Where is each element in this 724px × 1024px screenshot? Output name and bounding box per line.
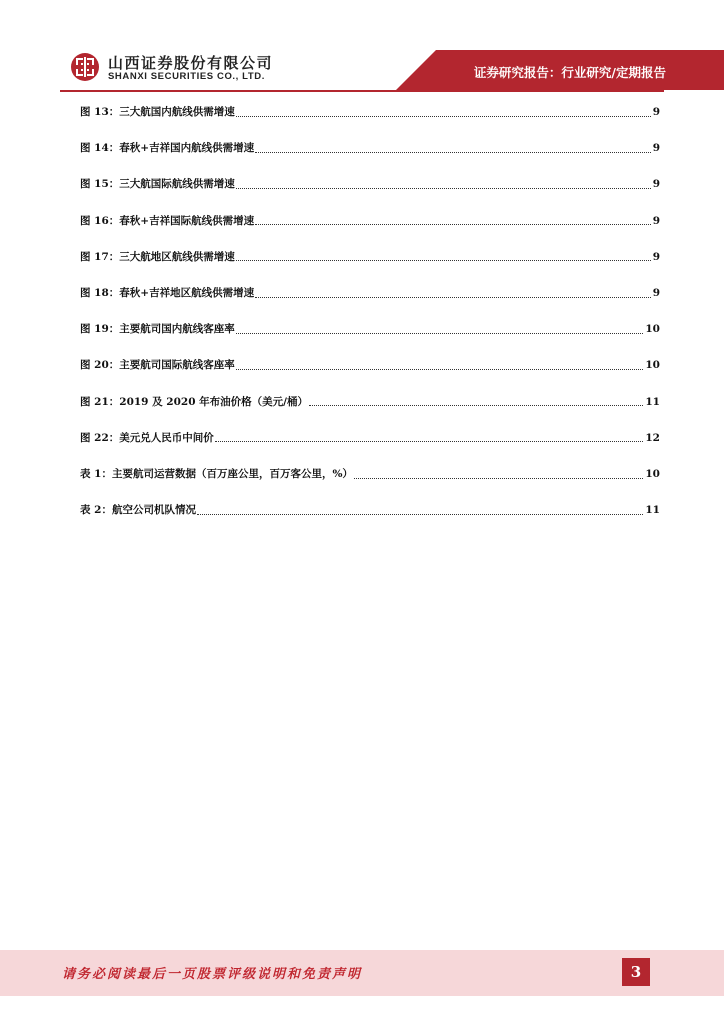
toc-entry-title: 图 20：主要航司国际航线客座率 (80, 359, 235, 372)
toc-entry-title: 图 22：美元兑人民币中间价 (80, 431, 214, 444)
toc-leader-dots (236, 369, 644, 370)
toc-entry-page: 10 (645, 359, 660, 372)
toc-leader-dots (354, 478, 643, 479)
toc-entry-page: 11 (645, 395, 660, 408)
toc-entry-page: 9 (652, 178, 660, 191)
toc-entry[interactable] (80, 140, 660, 158)
toc-entry[interactable] (80, 213, 660, 231)
company-logo-icon (70, 52, 100, 82)
toc-entry-title: 表 1：主要航司运营数据（百万座公里，百万客公里，%） (80, 468, 353, 480)
toc-entry-title: 图 18：春秋+吉祥地区航线供需增速 (80, 287, 255, 299)
toc-entry[interactable] (80, 285, 660, 303)
toc-entry-title: 图 16：春秋+吉祥国际航线供需增速 (80, 214, 255, 227)
toc-leader-dots (236, 116, 651, 117)
toc-entry[interactable] (80, 502, 660, 520)
toc-entry-page: 9 (652, 287, 660, 299)
report-type-label: 证券研究报告：行业研究/定期报告 (473, 65, 666, 80)
toc-entry-page: 9 (652, 142, 660, 155)
toc-leader-dots (236, 333, 644, 334)
header-divider (60, 90, 664, 92)
toc-entry[interactable] (80, 321, 660, 339)
toc-entry[interactable] (80, 104, 660, 122)
toc-entry-title: 图 19：主要航司国内航线客座率 (80, 323, 235, 336)
toc-entry-page: 10 (645, 323, 660, 336)
toc-entry[interactable] (80, 176, 660, 194)
company-name-cn: 山西证券股份有限公司 (108, 54, 274, 72)
toc-leader-dots (236, 188, 651, 189)
toc-leader-dots (255, 152, 651, 153)
toc-entry[interactable] (80, 249, 660, 267)
toc-entry[interactable] (80, 430, 660, 448)
toc-entry-page: 10 (645, 468, 660, 480)
toc-leader-dots (236, 260, 651, 261)
page-header (0, 0, 724, 100)
toc-entry-title: 图 17：三大航地区航线供需增速 (80, 250, 235, 263)
toc-entry-page: 9 (652, 250, 660, 263)
toc-entry-title: 表 2：航空公司机队情况 (80, 504, 196, 517)
toc-entry[interactable] (80, 394, 660, 412)
toc-entry-title: 图 15：三大航国际航线供需增速 (80, 178, 235, 191)
toc-leader-dots (197, 514, 643, 515)
toc-entry-page: 9 (652, 214, 660, 227)
toc-leader-dots (309, 405, 643, 406)
toc-leader-dots (255, 297, 651, 298)
toc-entry-title: 图 14：春秋+吉祥国内航线供需增速 (80, 142, 255, 155)
page-number: 3 (622, 958, 650, 986)
toc-leader-dots (215, 441, 644, 442)
toc-entry[interactable] (80, 466, 660, 484)
disclaimer-text: 请务必阅读最后一页股票评级说明和免责声明 (62, 967, 363, 982)
company-name-en: SHANXI SECURITIES CO., LTD. (108, 71, 265, 82)
toc-entry-page: 12 (645, 431, 660, 444)
toc-entry-title: 图 13：三大航国内航线供需增速 (80, 106, 235, 118)
toc-entry-page: 9 (652, 106, 660, 118)
toc-leader-dots (255, 224, 651, 225)
toc-entry-page: 11 (645, 504, 660, 517)
toc-entry-title: 图 21：2019 及 2020 年布油价格（美元/桶） (80, 395, 309, 408)
toc-entry[interactable] (80, 357, 660, 375)
